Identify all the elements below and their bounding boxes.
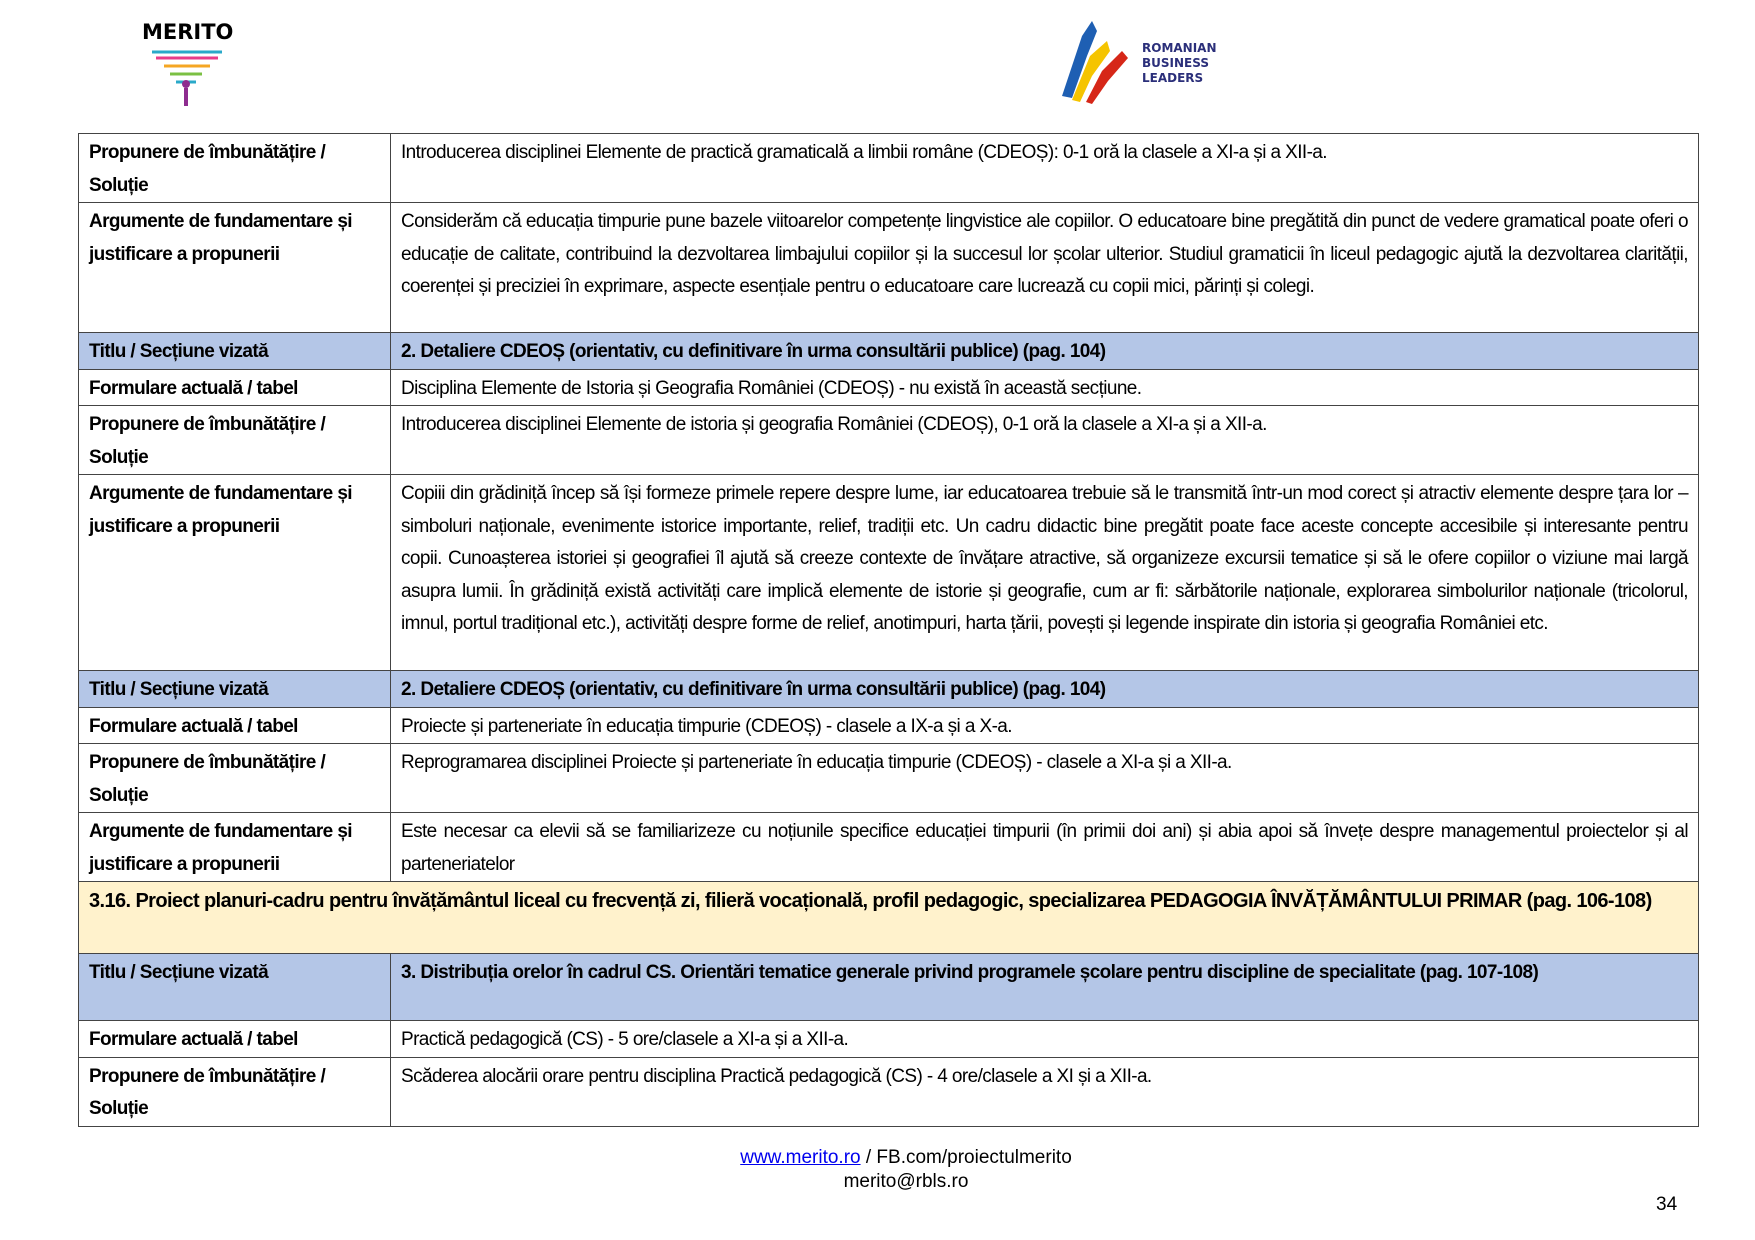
website-link[interactable]: www.merito.ro — [740, 1147, 861, 1168]
row-content: Copiii din grădiniță încep să își formeze primele repere despre lume, iar educatoarea trebuie să le transmită într-un mod corect și atractiv elemente despre țara lor – simboluri naționale, evenimente istorice importante, relief, tradiții etc. Un cadru didactic bine pregătit poate face aceste concepte accesibile și interesante pentru copii. Cunoașterea istoriei și geografiei îl ajută să creeze contexte de învățare atractive, să organizeze excursii tematice și să le ofere copiilor o viziune mai largă asupra lumii. În grădiniță există activități care implică elemente de istorie și geografie, cum ar fi: sărbătorile naționale, explorarea simbolurilor naționale (tricolorul, imnul, portul tradițional etc.), activități despre forme de relief, anotimpuri, harta țării, povești și legende inspirate din istoria și geografia României etc. — [391, 475, 1699, 671]
row-label: Formulare actuală / tabel — [79, 707, 391, 744]
row-content: Introducerea disciplinei Elemente de practică gramaticală a limbii române (CDEOȘ): 0-1 oră la clasele a XI-a și a XII-a. — [391, 134, 1699, 203]
facebook-text: / FB.com/proiectulmerito — [860, 1147, 1072, 1168]
rbl-logo — [1052, 16, 1222, 104]
row-content: Practică pedagogică (CS) - 5 ore/clasele a XI-a și a XII-a. — [391, 1021, 1699, 1058]
row-label: Titlu / Secțiune vizată — [79, 954, 391, 1021]
row-label: Propunere de îmbunătățire / Soluție — [79, 134, 391, 203]
row-label: Argumente de fundamentare și justificare a propunerii — [79, 475, 391, 671]
footer-email: merito@rbls.ro — [843, 1171, 969, 1192]
row-label: Propunere de îmbunătățire / Soluție — [79, 744, 391, 813]
row-content: Scăderea alocării orare pentru disciplina Practică pedagogică (CS) - 4 ore/clasele a XI și a XII-a. — [391, 1057, 1699, 1126]
merito-people-icon — [140, 18, 235, 108]
row-content: 2. Detaliere CDEOȘ (orientativ, cu definitivare în urma consultării publice) (pag. 104) — [391, 671, 1699, 708]
table-row — [79, 406, 1699, 475]
section-heading: 3.16. Proiect planuri-cadru pentru învățământul liceal cu frecvență zi, filieră vocațională, profil pedagogic, specializarea PEDAGOGIA ÎNVĂȚĂMÂNTULUI PRIMAR (pag. 106-108) — [79, 882, 1699, 954]
footer-links — [0, 1146, 1755, 1170]
table-row — [79, 1057, 1699, 1126]
table-row — [79, 744, 1699, 813]
merito-logo-text: MERITO — [142, 20, 234, 44]
row-label: Propunere de îmbunătățire / Soluție — [79, 406, 391, 475]
table-row — [79, 707, 1699, 744]
row-content: Proiecte și parteneriate în educația timpurie (CDEOȘ) - clasele a IX-a și a X-a. — [391, 707, 1699, 744]
row-content: 2. Detaliere CDEOȘ (orientativ, cu definitivare în urma consultării publice) (pag. 104) — [391, 333, 1699, 370]
table-row — [79, 475, 1699, 671]
row-label: Argumente de fundamentare și justificare a propunerii — [79, 203, 391, 333]
row-label: Propunere de îmbunătățire / Soluție — [79, 1057, 391, 1126]
section-title-row — [79, 954, 1699, 1021]
row-label: Formulare actuală / tabel — [79, 369, 391, 406]
merito-logo — [140, 18, 235, 108]
row-label: Formulare actuală / tabel — [79, 1021, 391, 1058]
section-title-row — [79, 671, 1699, 708]
rbl-logo-text: ROMANIAN BUSINESS LEADERS — [1142, 41, 1217, 85]
table-row — [79, 369, 1699, 406]
table-row — [79, 203, 1699, 333]
proposals-table — [78, 133, 1699, 1127]
row-content: 3. Distribuția orelor în cadrul CS. Orientări tematice generale privind programele școlare pentru discipline de specialitate (pag. 107-108) — [391, 954, 1699, 1021]
row-content: Reprogramarea disciplinei Proiecte și parteneriate în educația timpurie (CDEOȘ) - clasele a XI-a și a XII-a. — [391, 744, 1699, 813]
table-row — [79, 813, 1699, 882]
row-content: Considerăm că educația timpurie pune bazele viitoarelor competențe lingvistice ale copiilor. O educatoare bine pregătită din punct de vedere gramatical poate oferi o educație de calitate, contribuind la dezvoltarea limbajului copiilor și la succesul lor școlar ulterior. Studiul gramaticii în liceul pedagogic ajută la dezvoltarea clarității, coerenței și preciziei în exprimare, aspecte esențiale pentru o educatoare care lucrează cu copii mici, părinți și colegi. — [391, 203, 1699, 333]
section-header-row — [79, 882, 1699, 954]
row-content: Este necesar ca elevii să se familiarizeze cu noțiunile specifice educației timpurii (în primii doi ani) și abia apoi să învețe despre managementul proiectelor și al parteneriatelor — [391, 813, 1699, 882]
row-label: Argumente de fundamentare și justificare a propunerii — [79, 813, 391, 882]
rbl-flag-hands-icon — [1052, 16, 1137, 104]
row-label: Titlu / Secțiune vizată — [79, 671, 391, 708]
row-content: Introducerea disciplinei Elemente de istoria și geografia României (CDEOȘ), 0-1 oră la clasele a XI-a și a XII-a. — [391, 406, 1699, 475]
table-row — [79, 134, 1699, 203]
section-title-row — [79, 333, 1699, 370]
row-content: Disciplina Elemente de Istoria și Geografia României (CDEOȘ) - nu există în această secțiune. — [391, 369, 1699, 406]
table-row — [79, 1021, 1699, 1058]
row-label: Titlu / Secțiune vizată — [79, 333, 391, 370]
page-number: 34 — [1656, 1194, 1678, 1215]
